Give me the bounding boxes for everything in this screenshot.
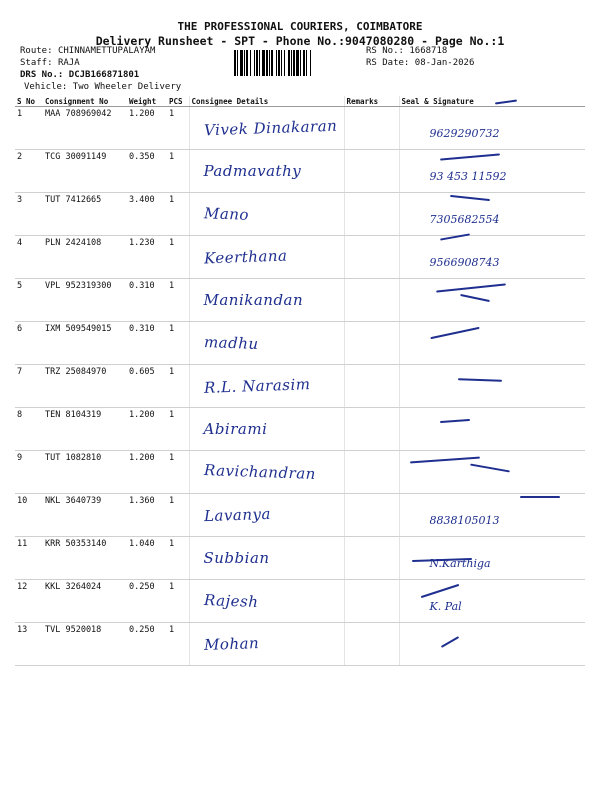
signature-stroke xyxy=(457,378,501,382)
signature-handwriting: 7305682554 xyxy=(429,213,500,226)
cell-consignment-no: MAA 708969042 xyxy=(43,107,127,150)
cell-pcs: 1 xyxy=(167,580,189,623)
rs-date-label: RS Date: xyxy=(366,58,410,68)
cell-weight: 0.250 xyxy=(127,623,167,666)
signature-stroke xyxy=(436,283,506,292)
table-row xyxy=(15,451,585,494)
cell-remarks xyxy=(344,365,399,408)
cell-seal-signature xyxy=(399,623,585,666)
cell-consignment-no: TEN 8104319 xyxy=(43,408,127,451)
cell-consignment-no: KKL 3264024 xyxy=(43,580,127,623)
cell-remarks xyxy=(344,580,399,623)
cell-sno: 1 xyxy=(15,107,43,150)
table-row xyxy=(15,580,585,623)
consignee-handwriting: Manikandan xyxy=(203,291,304,309)
consignee-handwriting: Mohan xyxy=(203,634,259,654)
cell-consignment-no: IXM 509549015 xyxy=(43,322,127,365)
cell-remarks xyxy=(344,279,399,322)
cell-consignee xyxy=(189,408,344,451)
cell-weight: 0.350 xyxy=(127,150,167,193)
cell-consignee xyxy=(189,236,344,279)
vehicle-label: Vehicle: xyxy=(24,82,68,92)
cell-consignee xyxy=(189,150,344,193)
cell-weight: 1.040 xyxy=(127,537,167,580)
cell-weight: 0.310 xyxy=(127,279,167,322)
cell-weight: 1.200 xyxy=(127,451,167,494)
staff-label: Staff: xyxy=(20,58,53,68)
signature-stroke xyxy=(460,294,490,302)
route-value: CHINNAMETTUPALAYAM xyxy=(57,46,156,56)
route-label: Route: xyxy=(20,46,53,56)
consignee-handwriting: Rajesh xyxy=(203,591,259,611)
cell-weight: 1.200 xyxy=(127,408,167,451)
runsheet-table xyxy=(15,96,585,666)
consignee-handwriting: Mano xyxy=(203,204,249,224)
consignee-handwriting: Subbian xyxy=(203,549,270,567)
cell-consignment-no: TCG 30091149 xyxy=(43,150,127,193)
table-row xyxy=(15,537,585,580)
col-header-remarks: Remarks xyxy=(344,96,399,107)
route-line xyxy=(20,46,155,56)
cell-seal-signature xyxy=(399,193,585,236)
consignee-handwriting: Lavanya xyxy=(203,504,271,526)
table-row xyxy=(15,279,585,322)
drs-line xyxy=(20,70,139,80)
col-header-pcs: PCS xyxy=(167,96,189,107)
cell-remarks xyxy=(344,623,399,666)
signature-handwriting: K. Pal xyxy=(429,600,462,613)
drs-label: DRS No.: xyxy=(20,70,64,80)
rs-no-label: RS No.: xyxy=(366,46,404,56)
cell-consignee xyxy=(189,365,344,408)
cell-consignee xyxy=(189,580,344,623)
signature-handwriting: 93 453 11592 xyxy=(429,170,507,183)
consignee-handwriting: Keerthana xyxy=(203,246,288,268)
signature-stroke xyxy=(440,153,500,160)
cell-sno: 3 xyxy=(15,193,43,236)
staff-value: RAJA xyxy=(57,58,80,68)
cell-consignee xyxy=(189,193,344,236)
consignee-handwriting: R.L. Narasim xyxy=(203,375,311,397)
cell-remarks xyxy=(344,494,399,537)
cell-sno: 2 xyxy=(15,150,43,193)
table-row xyxy=(15,494,585,537)
signature-stroke xyxy=(520,496,560,498)
cell-remarks xyxy=(344,150,399,193)
table-row xyxy=(15,193,585,236)
cell-seal-signature xyxy=(399,494,585,537)
signature-stroke xyxy=(439,419,469,423)
cell-seal-signature xyxy=(399,580,585,623)
cell-seal-signature xyxy=(399,150,585,193)
col-header-sno: S No xyxy=(15,96,43,107)
cell-consignment-no: TRZ 25084970 xyxy=(43,365,127,408)
signature-handwriting: 9566908743 xyxy=(429,256,500,269)
cell-weight: 0.310 xyxy=(127,322,167,365)
cell-pcs: 1 xyxy=(167,623,189,666)
cell-pcs: 1 xyxy=(167,494,189,537)
cell-seal-signature xyxy=(399,107,585,150)
cell-pcs: 1 xyxy=(167,236,189,279)
col-header-signature: Seal & Signature xyxy=(399,96,585,107)
signature-stroke xyxy=(470,464,510,473)
cell-seal-signature xyxy=(399,451,585,494)
cell-consignment-no: TVL 9520018 xyxy=(43,623,127,666)
signature-stroke xyxy=(410,457,480,464)
cell-consignee xyxy=(189,107,344,150)
cell-pcs: 1 xyxy=(167,150,189,193)
consignee-handwriting: Ravichandran xyxy=(203,461,316,483)
table-row xyxy=(15,408,585,451)
cell-weight: 1.200 xyxy=(127,107,167,150)
rs-no-value: 1668718 xyxy=(409,46,448,56)
vehicle-value: Two Wheeler Delivery xyxy=(72,82,182,92)
cell-sno: 10 xyxy=(15,494,43,537)
cell-sno: 6 xyxy=(15,322,43,365)
cell-sno: 4 xyxy=(15,236,43,279)
cell-remarks xyxy=(344,236,399,279)
cell-consignment-no: VPL 952319300 xyxy=(43,279,127,322)
cell-sno: 9 xyxy=(15,451,43,494)
cell-consignee xyxy=(189,623,344,666)
col-header-weight: Weight xyxy=(127,96,167,107)
cell-weight: 3.400 xyxy=(127,193,167,236)
cell-sno: 7 xyxy=(15,365,43,408)
consignee-handwriting: madhu xyxy=(203,333,259,353)
cell-weight: 1.360 xyxy=(127,494,167,537)
consignee-handwriting: Abirami xyxy=(203,420,268,438)
staff-line xyxy=(20,58,80,68)
cell-consignee xyxy=(189,494,344,537)
cell-remarks xyxy=(344,322,399,365)
cell-consignment-no: TUT 1082810 xyxy=(43,451,127,494)
signature-handwriting: 9629290732 xyxy=(429,127,500,140)
cell-pcs: 1 xyxy=(167,193,189,236)
cell-consignment-no: PLN 2424108 xyxy=(43,236,127,279)
cell-weight: 1.230 xyxy=(127,236,167,279)
cell-seal-signature xyxy=(399,537,585,580)
col-header-consignee: Consignee Details xyxy=(189,96,344,107)
cell-seal-signature xyxy=(399,322,585,365)
col-header-consignment: Consignment No xyxy=(43,96,127,107)
cell-pcs: 1 xyxy=(167,365,189,408)
cell-remarks xyxy=(344,193,399,236)
cell-pcs: 1 xyxy=(167,451,189,494)
barcode-image xyxy=(234,50,362,76)
cell-remarks xyxy=(344,451,399,494)
signature-handwriting: 8838105013 xyxy=(429,514,500,527)
cell-consignee xyxy=(189,279,344,322)
cell-consignment-no: KRR 50353140 xyxy=(43,537,127,580)
cell-pcs: 1 xyxy=(167,279,189,322)
rs-date-line xyxy=(366,58,474,68)
signature-stroke xyxy=(440,636,458,648)
cell-sno: 13 xyxy=(15,623,43,666)
cell-consignee xyxy=(189,537,344,580)
table-row xyxy=(15,150,585,193)
table-row xyxy=(15,623,585,666)
cell-sno: 11 xyxy=(15,537,43,580)
signature-stroke xyxy=(450,195,490,201)
signature-stroke xyxy=(420,584,459,598)
cell-sno: 8 xyxy=(15,408,43,451)
cell-seal-signature xyxy=(399,236,585,279)
cell-sno: 5 xyxy=(15,279,43,322)
company-title: THE PROFESSIONAL COURIERS, COIMBATORE xyxy=(177,20,423,33)
cell-pcs: 1 xyxy=(167,537,189,580)
cell-consignment-no: TUT 7412665 xyxy=(43,193,127,236)
cell-seal-signature xyxy=(399,279,585,322)
cell-remarks xyxy=(344,537,399,580)
consignee-handwriting: Vivek Dinakaran xyxy=(203,116,338,140)
cell-consignee xyxy=(189,322,344,365)
cell-weight: 0.250 xyxy=(127,580,167,623)
rs-date-value: 08-Jan-2026 xyxy=(414,58,475,68)
cell-pcs: 1 xyxy=(167,322,189,365)
cell-remarks xyxy=(344,107,399,150)
signature-handwriting: N.Karthiga xyxy=(429,557,491,570)
table-row xyxy=(15,236,585,279)
signature-stroke xyxy=(430,327,479,339)
vehicle-line xyxy=(24,82,181,92)
cell-sno: 12 xyxy=(15,580,43,623)
cell-weight: 0.605 xyxy=(127,365,167,408)
table-row xyxy=(15,365,585,408)
table-row xyxy=(15,322,585,365)
drs-value: DCJB166871801 xyxy=(68,70,140,80)
cell-consignment-no: NKL 3640739 xyxy=(43,494,127,537)
cell-consignee xyxy=(189,451,344,494)
cell-seal-signature xyxy=(399,365,585,408)
cell-remarks xyxy=(344,408,399,451)
runsheet-subtitle: Delivery Runsheet - SPT - Phone No.:9047080280 - Page No.:1 xyxy=(95,34,505,48)
table-row xyxy=(15,107,585,150)
cell-pcs: 1 xyxy=(167,107,189,150)
cell-seal-signature xyxy=(399,408,585,451)
rs-no-line xyxy=(366,46,447,56)
consignee-handwriting: Padmavathy xyxy=(203,162,302,180)
cell-pcs: 1 xyxy=(167,408,189,451)
